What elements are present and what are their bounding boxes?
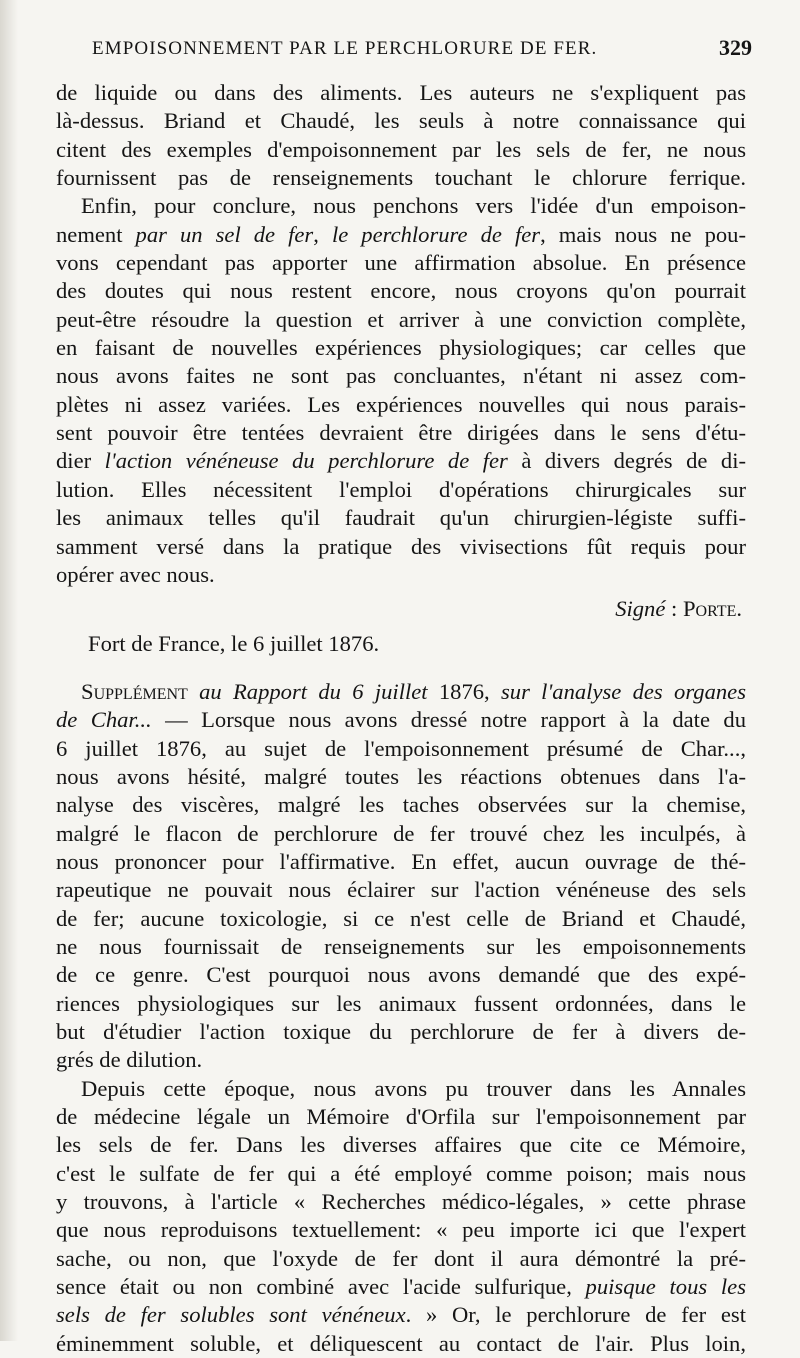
page-edge-shadow — [0, 0, 18, 1341]
text-run: dier — [56, 448, 105, 474]
text-line: Enfin, pour conclure, nous penchons vers l'idée d'un empoison- — [81, 193, 746, 219]
text-run: — Lorsque nous avons dressé notre rapport à la date du — [151, 707, 746, 733]
italic-run: puisque tous les — [585, 1274, 746, 1300]
italic-run: l'action vénéneuse du perchlorure de fer — [104, 448, 508, 474]
text-line: citent des exemples d'empoisonnement par les sels de fer, ne nous — [56, 136, 746, 162]
text-run: sence était ou non combiné avec l'acide sulfurique, — [56, 1274, 586, 1300]
text-line: de fer; aucune toxicologie, si ce n'est celle de Briand et Chaudé, — [56, 905, 746, 931]
text-line — [56, 221, 746, 249]
text-line: nous avons hésité, malgré toutes les réactions obtenues dans l'a- — [56, 763, 746, 789]
italic-run: le perchlorure de fer — [331, 221, 541, 247]
text-line: samment versé dans la pratique des vivisections fût requis pour — [56, 533, 746, 559]
text-run: , — [313, 221, 332, 247]
body-text — [56, 79, 746, 1358]
text-line: des doutes qui nous restent encore, nous croyons qu'on pourrait — [56, 278, 746, 304]
text-line: y trouvons, à l'article « Recherches médico-légales, » cette phrase — [56, 1189, 746, 1215]
text-line: de médecine légale un Mémoire d'Orfila sur l'empoisonnement par — [56, 1104, 746, 1130]
text-line — [56, 1273, 746, 1301]
italic-run: par un sel de fer — [135, 221, 314, 247]
text-line: grés de dilution. — [56, 1047, 203, 1073]
text-line: nous prononcer pour l'affirmative. En effet, aucun ouvrage de thé- — [56, 848, 746, 874]
text-run: , mais nous ne pou- — [540, 221, 746, 247]
italic-run: sur l'analyse des organes — [501, 678, 746, 704]
text-line — [56, 1301, 746, 1329]
text-line: ne nous fournissait de renseignements sur les empoisonnements — [56, 933, 746, 959]
text-line: c'est le sulfate de fer qui a été employé comme poison; mais nous — [56, 1160, 746, 1186]
signature — [56, 595, 746, 623]
text-line: sache, ou non, que l'oxyde de fer dont il aura démontré la pré- — [56, 1245, 746, 1271]
text-run: nement — [56, 221, 136, 247]
text-line: éminemment soluble, et déliquescent au contact de l'air. Plus loin, — [56, 1330, 746, 1356]
place-date: Fort de France, le 6 juillet 1876. — [88, 630, 380, 656]
text-line: peut-être résoudre la question et arriver à une conviction complète, — [56, 306, 746, 332]
text-line: nalyse des viscères, malgré les taches observées sur la chemise, — [56, 792, 746, 818]
section-gap — [56, 658, 746, 678]
text-line: de liquide ou dans des aliments. Les auteurs ne s'expliquent pas — [56, 80, 746, 105]
text-run: 1876, — [427, 678, 501, 704]
text-line — [56, 706, 746, 734]
text-line — [56, 447, 746, 475]
text-line: là-dessus. Briand et Chaudé, les seuls à notre connaissance qui — [56, 108, 746, 134]
text-line: de ce genre. C'est pourquoi nous avons demandé que des expé- — [56, 962, 746, 988]
italic-run: 6 juillet — [352, 678, 428, 704]
signature-label: Signé — [615, 596, 666, 622]
running-header — [92, 35, 752, 61]
text-line: plètes ni assez variées. Les expériences nouvelles qui nous parais- — [56, 391, 746, 417]
section-heading: Supplément — [81, 678, 188, 704]
text-line: les sels de fer. Dans les diverses affaires que cite ce Mémoire, — [56, 1132, 746, 1158]
text-line: les animaux telles qu'il faudrait qu'un chirurgien-légiste suffi- — [56, 505, 746, 531]
text-line: en faisant de nouvelles expériences physiologiques; car celles que — [56, 335, 746, 361]
signatory-name: Porte. — [682, 596, 742, 622]
italic-run: sels de fer solubles sont vénéneux — [56, 1302, 406, 1328]
italic-run: au Rapport du — [187, 678, 353, 704]
text-run: . » Or, le perchlorure de fer est — [405, 1302, 747, 1328]
text-line: lution. Elles nécessitent l'emploi d'opérations chirurgicales sur — [56, 476, 746, 502]
text-line: rapeutique ne pouvait nous éclairer sur l'action vénéneuse des sels — [56, 877, 746, 903]
text-run: à divers degrés de di- — [507, 448, 746, 474]
text-line: opérer avec nous. — [56, 561, 215, 587]
text-line — [56, 678, 746, 706]
text-line: vons cependant pas apporter une affirmation absolue. En présence — [56, 250, 746, 276]
text-line: riences physiologiques sur les animaux fussent ordonnées, dans le — [56, 990, 746, 1016]
italic-run: de Char... — [56, 707, 152, 733]
text-line: sent pouvoir être tentées devraient être dirigées dans le sens d'étu- — [56, 420, 746, 446]
text-line: que nous reproduisons textuellement: « peu importe ici que l'expert — [56, 1217, 746, 1243]
text-line: nous avons faites ne sont pas concluantes, n'étant ni assez com- — [56, 363, 746, 389]
page-number: 329 — [719, 35, 752, 60]
text-line: fournissent pas de renseignements touchant le chlorure ferrique. — [56, 165, 746, 191]
text-line: but d'étudier l'action toxique du perchlorure de fer à divers de- — [56, 1019, 746, 1044]
text-run: : — [665, 596, 683, 622]
text-line: Depuis cette époque, nous avons pu trouver dans les Annales — [81, 1075, 746, 1101]
text-line: 6 juillet 1876, au sujet de l'empoisonnement présumé de Char..., — [56, 735, 746, 761]
running-title: EMPOISONNEMENT PAR LE PERCHLORURE DE FER. — [92, 38, 598, 59]
text-line: malgré le flacon de perchlorure de fer trouvé chez les inculpés, à — [56, 820, 746, 846]
